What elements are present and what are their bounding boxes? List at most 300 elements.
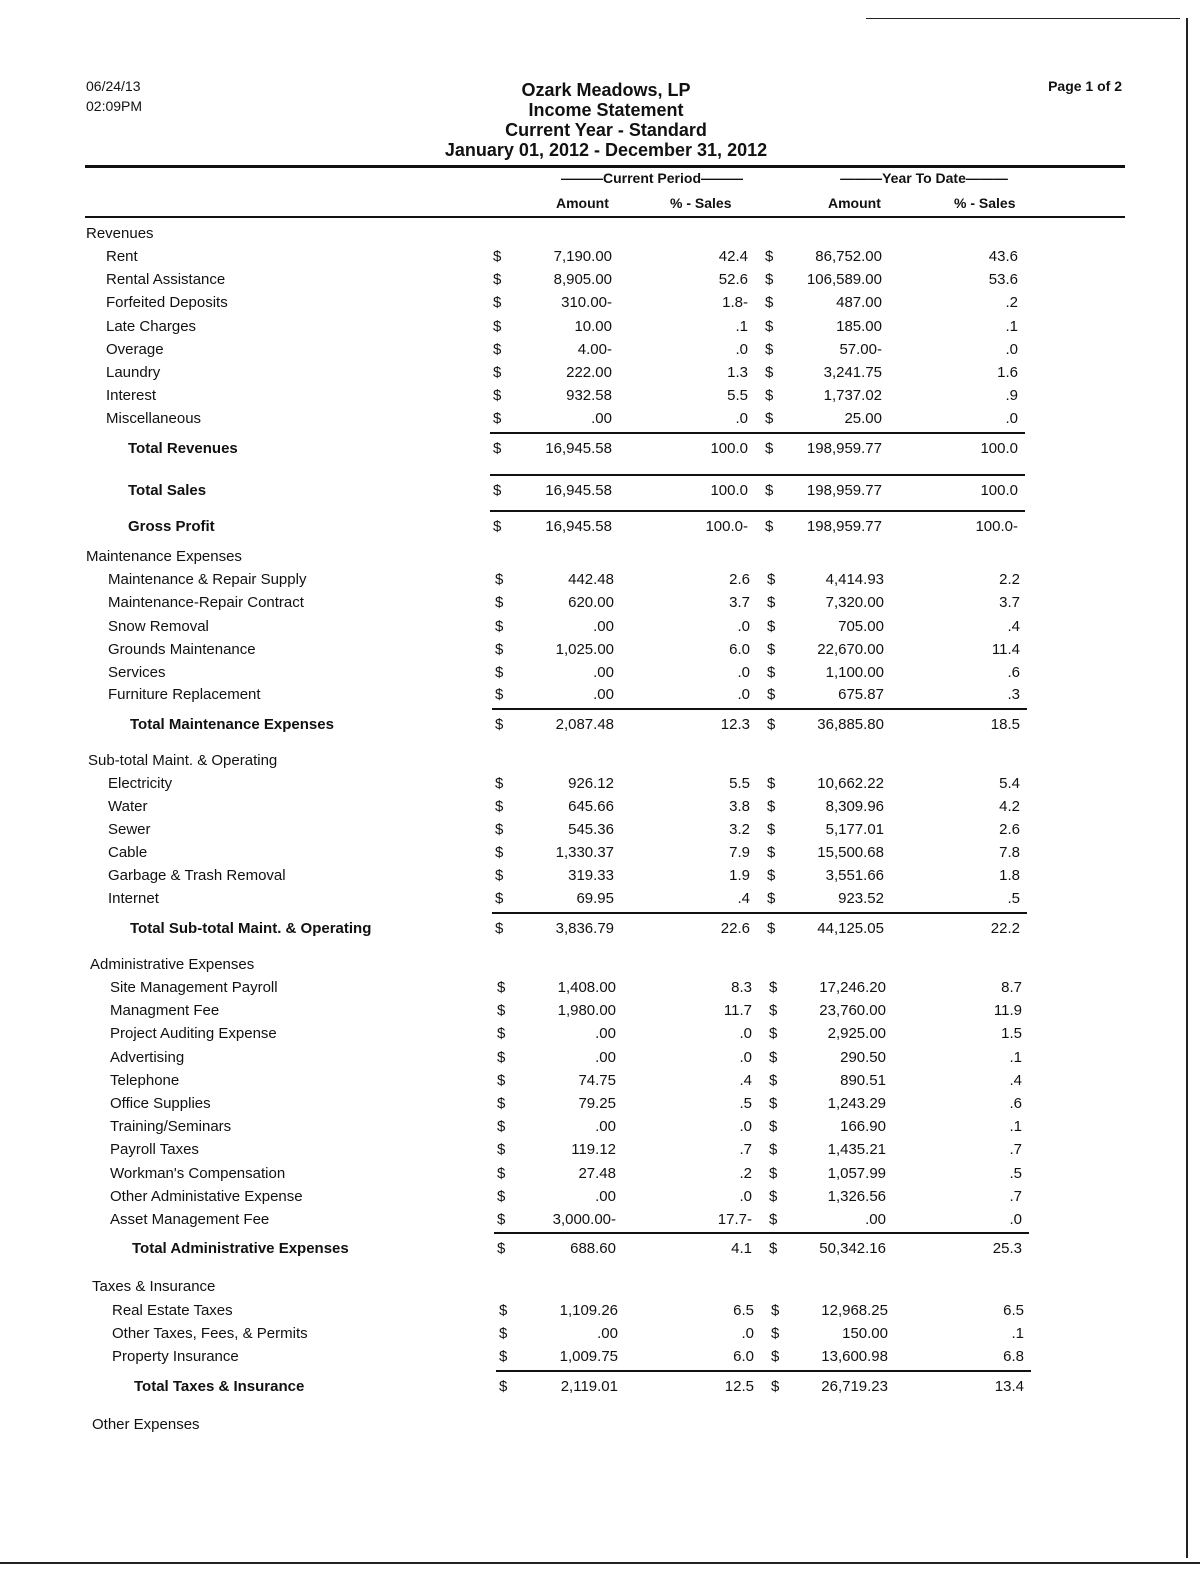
- row-label: Grounds Maintenance: [108, 641, 256, 658]
- line-item-grounds-maintenance: [0, 641, 1200, 663]
- year-to-date-pct-sales: .7: [1009, 1188, 1022, 1205]
- total-row-total-revenues: [0, 440, 1200, 462]
- column-header-rule: [85, 216, 1125, 218]
- line-item-asset-management-fee: [0, 1211, 1200, 1233]
- line-item-payroll-taxes: [0, 1141, 1200, 1163]
- current-period-pct-sales: .0: [739, 1118, 752, 1135]
- current-period-amount: 222.00: [566, 364, 612, 381]
- currency-symbol: $: [771, 1302, 780, 1319]
- year-to-date-pct-sales: .9: [1005, 387, 1018, 404]
- row-label: Maintenance Expenses: [86, 548, 242, 565]
- current-period-amount: 545.36: [568, 821, 614, 838]
- line-item-forfeited-deposits: [0, 294, 1200, 316]
- year-to-date-pct-sales: .7: [1009, 1141, 1022, 1158]
- currency-symbol: $: [495, 686, 504, 703]
- current-period-pct-sales: 3.8: [729, 798, 750, 815]
- row-label: Total Sales: [128, 482, 207, 499]
- total-rule: [492, 912, 1027, 914]
- section-sub-total-maint-operating: [0, 752, 1200, 774]
- line-item-managment-fee: [0, 1002, 1200, 1024]
- year-to-date-pct-sales: 25.3: [992, 1240, 1022, 1257]
- row-label: Payroll Taxes: [110, 1141, 199, 1158]
- total-rule: [494, 1232, 1029, 1234]
- current-period-amount: 79.25: [578, 1095, 616, 1112]
- currency-symbol: $: [495, 798, 504, 815]
- year-to-date-amount: 86,752.00: [815, 248, 882, 265]
- currency-symbol: $: [767, 571, 776, 588]
- currency-symbol: $: [771, 1348, 780, 1365]
- year-to-date-pct-sales: 3.7: [999, 594, 1020, 611]
- cp-pct-header: % - Sales: [670, 195, 732, 211]
- line-item-maintenance-repair-contract: [0, 594, 1200, 616]
- currency-symbol: $: [497, 1118, 506, 1135]
- current-period-pct-sales: .7: [739, 1141, 752, 1158]
- year-to-date-amount: 198,959.77: [806, 440, 882, 457]
- line-item-rent: [0, 248, 1200, 270]
- current-period-pct-sales: .0: [735, 410, 748, 427]
- currency-symbol: $: [493, 271, 502, 288]
- currency-symbol: $: [495, 821, 504, 838]
- section-maintenance-expenses: [0, 548, 1200, 570]
- current-period-pct-sales: .0: [735, 341, 748, 358]
- currency-symbol: $: [495, 890, 504, 907]
- current-period-amount: 1,980.00: [557, 1002, 616, 1019]
- current-period-pct-sales: .0: [739, 1049, 752, 1066]
- report-timestamp: [86, 76, 142, 116]
- year-to-date-amount: 675.87: [838, 686, 884, 703]
- currency-symbol: $: [493, 364, 502, 381]
- currency-symbol: $: [771, 1378, 780, 1395]
- currency-symbol: $: [493, 318, 502, 335]
- currency-symbol: $: [765, 364, 774, 381]
- current-period-pct-sales: .4: [739, 1072, 752, 1089]
- current-period-pct-sales: 11.7: [723, 1002, 752, 1019]
- row-label: Rent: [106, 248, 138, 265]
- currency-symbol: $: [765, 294, 774, 311]
- row-label: Total Maintenance Expenses: [130, 716, 334, 733]
- currency-symbol: $: [499, 1348, 508, 1365]
- current-period-amount: 2,087.48: [555, 716, 614, 733]
- report-subtitle: Current Year - Standard: [505, 120, 707, 140]
- current-period-amount: 16,945.58: [545, 518, 612, 535]
- current-period-pct-sales: 22.6: [720, 920, 750, 937]
- current-period-amount: 16,945.58: [545, 440, 612, 457]
- line-item-property-insurance: [0, 1348, 1200, 1370]
- total-row-gross-profit: [0, 518, 1200, 540]
- year-to-date-amount: 487.00: [836, 294, 882, 311]
- current-period-pct-sales: 100.0: [710, 482, 748, 499]
- year-to-date-pct-sales: 6.5: [1003, 1302, 1024, 1319]
- current-period-pct-sales: 1.8-: [722, 294, 748, 311]
- total-row-total-administrative-expenses: [0, 1240, 1200, 1262]
- year-to-date-pct-sales: 7.8: [999, 844, 1020, 861]
- year-to-date-pct-sales: .0: [1005, 410, 1018, 427]
- current-period-pct-sales: 5.5: [727, 387, 748, 404]
- scan-top-rule: [866, 18, 1180, 19]
- row-label: Advertising: [110, 1049, 185, 1066]
- year-to-date-amount: 290.50: [840, 1049, 886, 1066]
- currency-symbol: $: [767, 798, 776, 815]
- total-rule: [490, 510, 1025, 512]
- year-to-date-pct-sales: 13.4: [994, 1378, 1024, 1395]
- current-period-amount: .00: [593, 664, 614, 681]
- currency-symbol: $: [493, 482, 502, 499]
- currency-symbol: $: [771, 1325, 780, 1342]
- line-item-advertising: [0, 1049, 1200, 1071]
- total-rule: [490, 432, 1025, 434]
- line-item-sewer: [0, 821, 1200, 843]
- year-to-date-pct-sales: .3: [1007, 686, 1020, 703]
- currency-symbol: $: [765, 440, 774, 457]
- currency-symbol: $: [769, 1002, 778, 1019]
- currency-symbol: $: [765, 341, 774, 358]
- line-item-real-estate-taxes: [0, 1302, 1200, 1324]
- current-period-amount: 1,408.00: [557, 979, 616, 996]
- currency-symbol: $: [769, 1141, 778, 1158]
- line-item-furniture-replacement: [0, 686, 1200, 708]
- current-period-pct-sales: 6.5: [733, 1302, 754, 1319]
- year-to-date-amount: 2,925.00: [827, 1025, 886, 1042]
- current-period-amount: 688.60: [570, 1240, 616, 1257]
- year-to-date-pct-sales: 53.6: [988, 271, 1018, 288]
- currency-symbol: $: [767, 664, 776, 681]
- year-to-date-amount: 8,309.96: [825, 798, 884, 815]
- current-period-amount: 1,109.26: [559, 1302, 618, 1319]
- currency-symbol: $: [495, 571, 504, 588]
- current-period-pct-sales: 100.0-: [705, 518, 748, 535]
- currency-symbol: $: [767, 716, 776, 733]
- line-item-electricity: [0, 775, 1200, 797]
- year-to-date-amount: 923.52: [838, 890, 884, 907]
- year-to-date-amount: 10,662.22: [817, 775, 884, 792]
- section-taxes-insurance: [0, 1278, 1200, 1300]
- currency-symbol: $: [499, 1302, 508, 1319]
- current-period-pct-sales: .0: [737, 618, 750, 635]
- year-to-date-amount: 25.00: [844, 410, 882, 427]
- currency-symbol: $: [495, 664, 504, 681]
- currency-symbol: $: [765, 248, 774, 265]
- year-to-date-amount: 1,326.56: [827, 1188, 886, 1205]
- row-label: Furniture Replacement: [108, 686, 261, 703]
- currency-symbol: $: [769, 1188, 778, 1205]
- current-period-amount: .00: [595, 1188, 616, 1205]
- current-period-pct-sales: .0: [739, 1188, 752, 1205]
- year-to-date-pct-sales: .5: [1007, 890, 1020, 907]
- row-label: Garbage & Trash Removal: [108, 867, 286, 884]
- section-other-expenses: [0, 1416, 1200, 1438]
- year-to-date-pct-sales: .1: [1011, 1325, 1024, 1342]
- row-label: Administrative Expenses: [90, 956, 255, 973]
- year-to-date-amount: 26,719.23: [821, 1378, 888, 1395]
- currency-symbol: $: [493, 410, 502, 427]
- current-period-amount: .00: [591, 410, 612, 427]
- current-period-amount: 8,905.00: [553, 271, 612, 288]
- currency-symbol: $: [769, 1240, 778, 1257]
- year-to-date-pct-sales: 2.2: [999, 571, 1020, 588]
- page-number: Page 1 of 2: [1048, 78, 1122, 94]
- line-item-office-supplies: [0, 1095, 1200, 1117]
- current-period-pct-sales: 52.6: [718, 271, 748, 288]
- current-period-amount: 27.48: [578, 1165, 616, 1182]
- currency-symbol: $: [495, 618, 504, 635]
- row-label: Other Expenses: [92, 1416, 200, 1433]
- line-item-rental-assistance: [0, 271, 1200, 293]
- current-period-pct-sales: 1.3: [727, 364, 748, 381]
- year-to-date-amount: 22,670.00: [817, 641, 884, 658]
- line-item-services: [0, 664, 1200, 686]
- year-to-date-amount: 4,414.93: [825, 571, 884, 588]
- total-rule: [496, 1370, 1031, 1372]
- year-to-date-amount: 3,551.66: [825, 867, 884, 884]
- line-item-workman-s-compensation: [0, 1165, 1200, 1187]
- current-period-pct-sales: 12.5: [724, 1378, 754, 1395]
- current-period-amount: .00: [595, 1118, 616, 1135]
- row-label: Electricity: [108, 775, 173, 792]
- total-row-total-sub-total-maint-operating: [0, 920, 1200, 942]
- current-period-pct-sales: .0: [737, 664, 750, 681]
- year-to-date-amount: 36,885.80: [817, 716, 884, 733]
- currency-symbol: $: [497, 1211, 506, 1228]
- currency-symbol: $: [495, 844, 504, 861]
- year-to-date-pct-sales: 5.4: [999, 775, 1020, 792]
- currency-symbol: $: [493, 248, 502, 265]
- current-period-pct-sales: 4.1: [731, 1240, 752, 1257]
- currency-symbol: $: [765, 318, 774, 335]
- current-period-pct-sales: 17.7-: [717, 1211, 752, 1228]
- year-to-date-pct-sales: .2: [1005, 294, 1018, 311]
- year-to-date-pct-sales: 43.6: [988, 248, 1018, 265]
- row-label: Revenues: [86, 225, 154, 242]
- current-period-pct-sales: .0: [737, 686, 750, 703]
- row-label: Other Taxes, Fees, & Permits: [112, 1325, 308, 1342]
- year-to-date-amount: 198,959.77: [806, 482, 882, 499]
- current-period-pct-sales: .4: [737, 890, 750, 907]
- total-row-total-sales: [0, 482, 1200, 504]
- currency-symbol: $: [767, 920, 776, 937]
- current-period-pct-sales: 100.0: [710, 440, 748, 457]
- current-period-amount: 319.33: [568, 867, 614, 884]
- current-period-group-header: ———Current Period———: [560, 170, 743, 186]
- year-to-date-pct-sales: .6: [1009, 1095, 1022, 1112]
- year-to-date-amount: 15,500.68: [817, 844, 884, 861]
- line-item-interest: [0, 387, 1200, 409]
- line-item-maintenance-repair-supply: [0, 571, 1200, 593]
- line-item-late-charges: [0, 318, 1200, 340]
- row-label: Sub-total Maint. & Operating: [88, 752, 278, 769]
- currency-symbol: $: [767, 844, 776, 861]
- row-label: Other Administative Expense: [110, 1188, 303, 1205]
- report-name: Income Statement: [528, 100, 684, 120]
- current-period-pct-sales: 12.3: [720, 716, 750, 733]
- row-label: Property Insurance: [112, 1348, 239, 1365]
- row-label: Total Revenues: [128, 440, 238, 457]
- row-label: Total Taxes & Insurance: [134, 1378, 305, 1395]
- current-period-pct-sales: 1.9: [729, 867, 750, 884]
- row-label: Total Sub-total Maint. & Operating: [130, 920, 372, 937]
- year-to-date-pct-sales: 2.6: [999, 821, 1020, 838]
- year-to-date-pct-sales: 11.4: [991, 641, 1020, 658]
- year-to-date-amount: 166.90: [840, 1118, 886, 1135]
- year-to-date-pct-sales: 1.8: [999, 867, 1020, 884]
- year-to-date-amount: 1,435.21: [827, 1141, 886, 1158]
- row-label: Managment Fee: [110, 1002, 220, 1019]
- current-period-amount: 442.48: [568, 571, 614, 588]
- line-item-site-management-payroll: [0, 979, 1200, 1001]
- line-item-other-taxes-fees-permits: [0, 1325, 1200, 1347]
- section-administrative-expenses: [0, 956, 1200, 978]
- current-period-amount: .00: [595, 1049, 616, 1066]
- year-to-date-amount: 106,589.00: [806, 271, 882, 288]
- currency-symbol: $: [495, 867, 504, 884]
- currency-symbol: $: [497, 1072, 506, 1089]
- currency-symbol: $: [767, 618, 776, 635]
- year-to-date-amount: 57.00-: [839, 341, 882, 358]
- line-item-water: [0, 798, 1200, 820]
- currency-symbol: $: [499, 1325, 508, 1342]
- total-row-total-taxes-insurance: [0, 1378, 1200, 1400]
- currency-symbol: $: [767, 775, 776, 792]
- line-item-overage: [0, 341, 1200, 363]
- current-period-amount: .00: [597, 1325, 618, 1342]
- year-to-date-amount: 185.00: [836, 318, 882, 335]
- current-period-pct-sales: 6.0: [729, 641, 750, 658]
- current-period-amount: 1,025.00: [555, 641, 614, 658]
- row-label: Maintenance & Repair Supply: [108, 571, 307, 588]
- currency-symbol: $: [769, 1118, 778, 1135]
- current-period-pct-sales: 7.9: [729, 844, 750, 861]
- line-item-snow-removal: [0, 618, 1200, 640]
- currency-symbol: $: [495, 920, 504, 937]
- current-period-amount: 10.00: [574, 318, 612, 335]
- row-label: Workman's Compensation: [110, 1165, 286, 1182]
- currency-symbol: $: [765, 518, 774, 535]
- current-period-pct-sales: 3.2: [729, 821, 750, 838]
- currency-symbol: $: [495, 641, 504, 658]
- year-to-date-amount: 1,100.00: [825, 664, 884, 681]
- row-label: Forfeited Deposits: [106, 294, 228, 311]
- current-period-amount: 310.00-: [561, 294, 612, 311]
- ytd-pct-header: % - Sales: [954, 195, 1016, 211]
- current-period-amount: 1,330.37: [555, 844, 614, 861]
- scan-bottom-rule: [0, 1562, 1200, 1564]
- currency-symbol: $: [495, 775, 504, 792]
- current-period-amount: 69.95: [576, 890, 614, 907]
- row-label: Maintenance-Repair Contract: [108, 594, 304, 611]
- year-to-date-pct-sales: 6.8: [1003, 1348, 1024, 1365]
- current-period-pct-sales: 6.0: [733, 1348, 754, 1365]
- current-period-amount: 74.75: [578, 1072, 616, 1089]
- current-period-pct-sales: 8.3: [731, 979, 752, 996]
- year-to-date-amount: 1,243.29: [827, 1095, 886, 1112]
- currency-symbol: $: [497, 979, 506, 996]
- currency-symbol: $: [497, 1025, 506, 1042]
- report-date: 06/24/13: [86, 78, 141, 94]
- current-period-pct-sales: .1: [735, 318, 748, 335]
- current-period-pct-sales: .2: [739, 1165, 752, 1182]
- current-period-amount: 620.00: [568, 594, 614, 611]
- year-to-date-amount: 150.00: [842, 1325, 888, 1342]
- year-to-date-amount: 44,125.05: [817, 920, 884, 937]
- line-item-internet: [0, 890, 1200, 912]
- row-label: Laundry: [106, 364, 161, 381]
- currency-symbol: $: [767, 821, 776, 838]
- row-label: Snow Removal: [108, 618, 209, 635]
- line-item-cable: [0, 844, 1200, 866]
- row-label: Water: [108, 798, 148, 815]
- row-label: Rental Assistance: [106, 271, 226, 288]
- currency-symbol: $: [769, 1049, 778, 1066]
- row-label: Asset Management Fee: [110, 1211, 270, 1228]
- report-title-block: [336, 80, 876, 160]
- row-label: Sewer: [108, 821, 151, 838]
- year-to-date-amount: 198,959.77: [806, 518, 882, 535]
- row-label: Overage: [106, 341, 164, 358]
- currency-symbol: $: [769, 1072, 778, 1089]
- row-label: Telephone: [110, 1072, 180, 1089]
- currency-symbol: $: [765, 387, 774, 404]
- row-label: Office Supplies: [110, 1095, 211, 1112]
- currency-symbol: $: [499, 1378, 508, 1395]
- year-to-date-amount: .00: [865, 1211, 886, 1228]
- year-to-date-amount: 705.00: [838, 618, 884, 635]
- currency-symbol: $: [497, 1095, 506, 1112]
- section-revenues: [0, 225, 1200, 247]
- report-time: 02:09PM: [86, 98, 143, 114]
- currency-symbol: $: [767, 890, 776, 907]
- currency-symbol: $: [769, 1025, 778, 1042]
- year-to-date-amount: 1,057.99: [827, 1165, 886, 1182]
- year-to-date-pct-sales: .5: [1009, 1165, 1022, 1182]
- year-to-date-pct-sales: 1.6: [997, 364, 1018, 381]
- line-item-other-administative-expense: [0, 1188, 1200, 1210]
- current-period-pct-sales: 3.7: [729, 594, 750, 611]
- currency-symbol: $: [493, 440, 502, 457]
- current-period-pct-sales: .0: [741, 1325, 754, 1342]
- row-label: Interest: [106, 387, 157, 404]
- currency-symbol: $: [493, 387, 502, 404]
- currency-symbol: $: [769, 1095, 778, 1112]
- year-to-date-amount: 3,241.75: [823, 364, 882, 381]
- row-label: Services: [108, 664, 166, 681]
- header-rule: [85, 165, 1125, 168]
- line-item-telephone: [0, 1072, 1200, 1094]
- current-period-amount: 119.12: [571, 1141, 616, 1158]
- currency-symbol: $: [495, 594, 504, 611]
- currency-symbol: $: [769, 1211, 778, 1228]
- currency-symbol: $: [769, 1165, 778, 1182]
- line-item-laundry: [0, 364, 1200, 386]
- currency-symbol: $: [495, 716, 504, 733]
- currency-symbol: $: [493, 518, 502, 535]
- row-label: Taxes & Insurance: [92, 1278, 216, 1295]
- year-to-date-pct-sales: 18.5: [990, 716, 1020, 733]
- year-to-date-amount: 13,600.98: [821, 1348, 888, 1365]
- line-item-miscellaneous: [0, 410, 1200, 432]
- year-to-date-pct-sales: 11.9: [993, 1002, 1022, 1019]
- row-label: Internet: [108, 890, 159, 907]
- total-rule: [490, 474, 1025, 476]
- year-to-date-pct-sales: .4: [1007, 618, 1020, 635]
- row-label: Project Auditing Expense: [110, 1025, 277, 1042]
- currency-symbol: $: [765, 271, 774, 288]
- currency-symbol: $: [767, 686, 776, 703]
- year-to-date-pct-sales: .1: [1005, 318, 1018, 335]
- year-to-date-pct-sales: .1: [1009, 1049, 1022, 1066]
- total-row-total-maintenance-expenses: [0, 716, 1200, 738]
- current-period-amount: 16,945.58: [545, 482, 612, 499]
- row-label: Gross Profit: [128, 518, 215, 535]
- currency-symbol: $: [765, 482, 774, 499]
